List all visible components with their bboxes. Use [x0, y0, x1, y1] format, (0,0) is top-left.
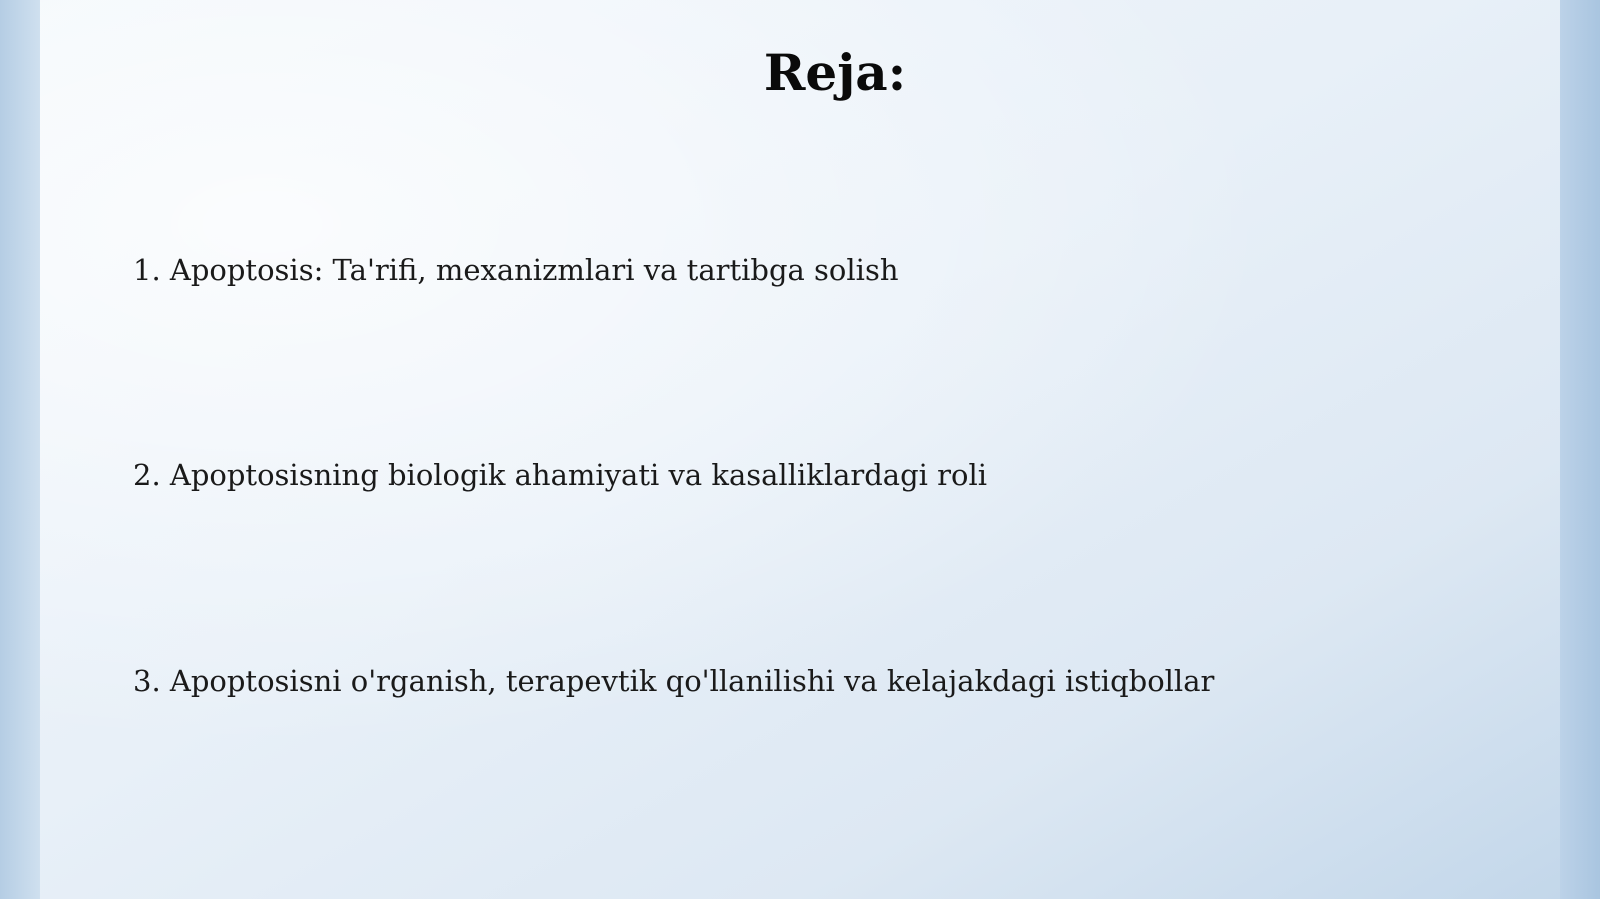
left-frame-edge [0, 0, 40, 899]
presentation-slide [40, 0, 1560, 899]
right-frame-edge [1560, 0, 1600, 899]
plan-item-3: 3. Apoptosisni o'rganish, terapevtik qo'llanilishi va kelajakdagi istiqbollar [133, 664, 1215, 698]
plan-item-1: 1. Apoptosis: Ta'rifi, mexanizmlari va tartibga solish [133, 253, 899, 287]
slide-title: Reja: [763, 43, 907, 102]
plan-item-2: 2. Apoptosisning biologik ahamiyati va kasalliklardagi roli [133, 458, 988, 492]
